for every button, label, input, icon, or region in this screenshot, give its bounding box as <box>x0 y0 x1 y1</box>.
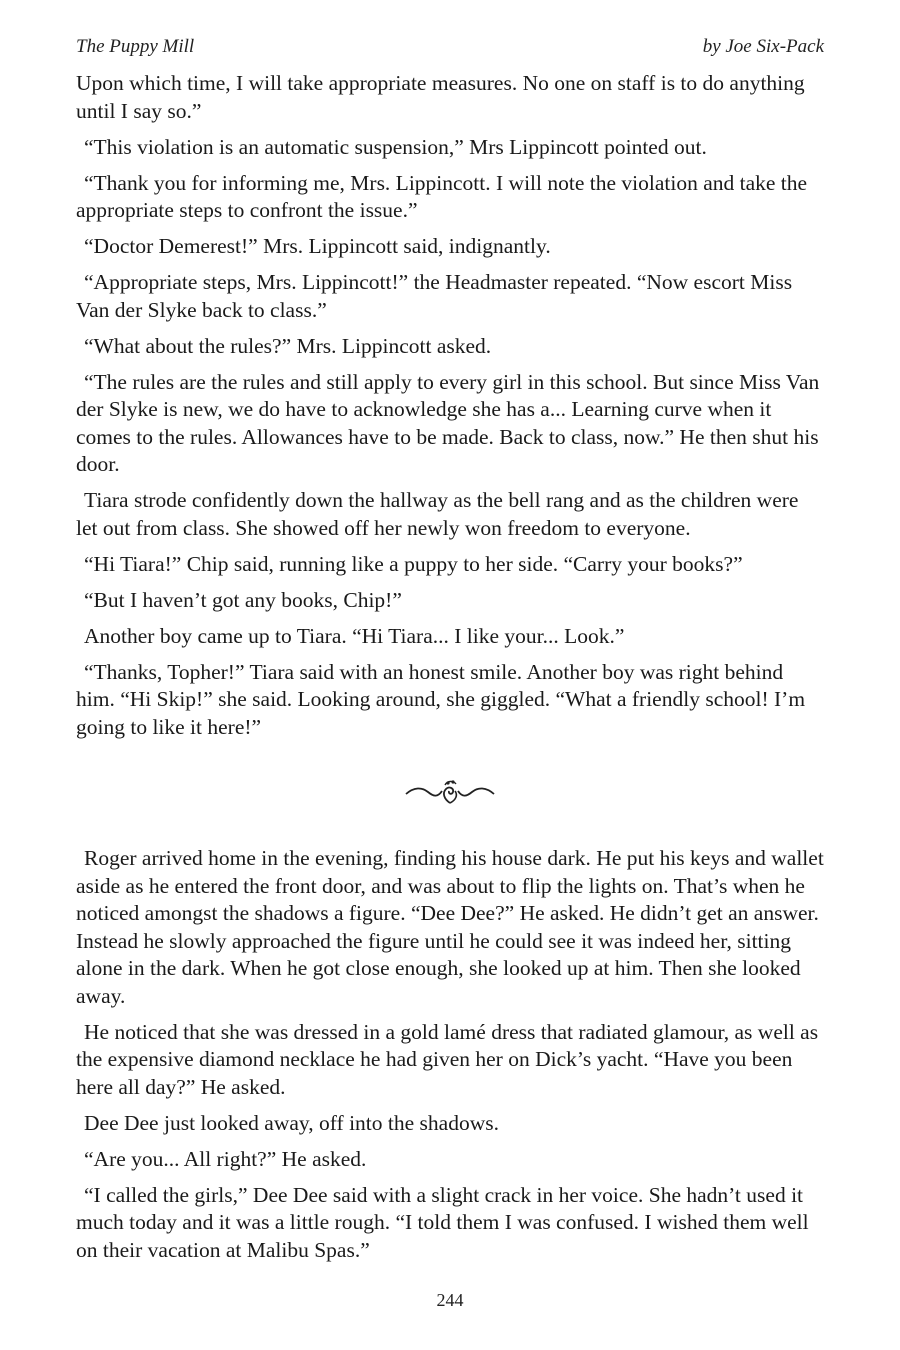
section-two <box>76 845 824 1264</box>
page-body <box>76 70 824 1273</box>
paragraph: Another boy came up to Tiara. “Hi Tiara... I like your... Look.” <box>84 623 625 648</box>
fleuron-icon <box>404 777 496 807</box>
paragraph: “Are you... All right?” He asked. <box>84 1146 367 1171</box>
book-title: The Puppy Mill <box>76 36 195 57</box>
paragraph: “The rules are the rules and still apply to every girl in this school. But since Miss Van der Slyke is new, we do have to acknowledge she has a... Learning curve when it comes to the rules. Allowances have to be made. Back to class, now.” He then shut his door. <box>76 369 820 476</box>
section-break-ornament <box>76 775 824 807</box>
paragraph: “Thanks, Topher!” Tiara said with an honest smile. Another boy was right behind him. “Hi Skip!” she said. Looking around, she giggled. “What a friendly school! I’m going to like it here!” <box>76 659 806 739</box>
paragraph: “What about the rules?” Mrs. Lippincott asked. <box>84 333 492 358</box>
paragraph: Roger arrived home in the evening, finding his house dark. He put his keys and wallet aside as he entered the front door, and was about to flip the lights on. That’s when he noticed amongst the shadows a figure. “Dee Dee?” He asked. He didn’t get an answer. Instead he slowly approached the figure until he could see it was indeed her, sitting alone in the dark. When he got close enough, she looked up at him. Then she looked away. <box>76 846 824 1008</box>
paragraph: Upon which time, I will take appropriate measures. No one on staff is to do anything until I say so.” <box>76 71 805 123</box>
paragraph: “Appropriate steps, Mrs. Lippincott!” the Headmaster repeated. “Now escort Miss Van der Slyke back to class.” <box>76 270 793 322</box>
paragraph: “Doctor Demerest!” Mrs. Lippincott said, indignantly. <box>84 234 551 258</box>
paragraph: “This violation is an automatic suspension,” Mrs Lippincott pointed out. <box>84 134 707 159</box>
paragraph: “Hi Tiara!” Chip said, running like a puppy to her side. “Carry your books?” <box>84 551 743 576</box>
section-one <box>76 70 824 741</box>
paragraph: Tiara strode confidently down the hallway as the bell rang and as the children were let out from class. She showed off her newly won freedom to everyone. <box>76 488 799 540</box>
paragraph: “Thank you for informing me, Mrs. Lippincott. I will note the violation and take the appropriate steps to confront the issue.” <box>76 170 808 222</box>
paragraph: “I called the girls,” Dee Dee said with a slight crack in her voice. She hadn’t used it much today and it was a little rough. “I told them I was confused. I wished them well on their vacation at Malibu Spas.” <box>76 1182 809 1262</box>
paragraph: “But I haven’t got any books, Chip!” <box>84 587 402 612</box>
author-name: by Joe Six-Pack <box>702 36 824 57</box>
paragraph: Dee Dee just looked away, off into the shadows. <box>84 1110 499 1135</box>
page-number: 244 <box>436 1290 464 1310</box>
paragraph: He noticed that she was dressed in a gold lamé dress that radiated glamour, as well as the expensive diamond necklace he had given her on Dick’s yacht. “Have you been here all day?” He asked. <box>76 1019 819 1099</box>
